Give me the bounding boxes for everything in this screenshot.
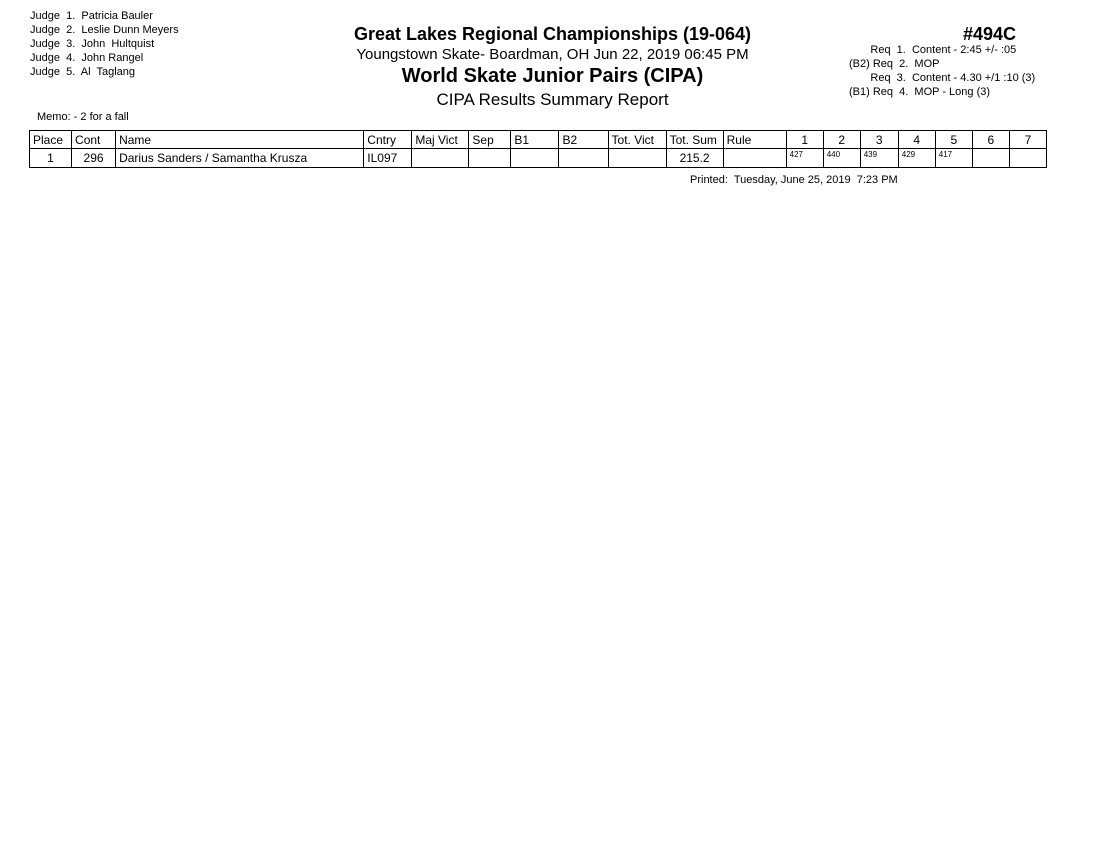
table-row bbox=[30, 149, 1047, 168]
column-header-name: Name bbox=[116, 131, 364, 149]
cell-judge-4-score: 429 bbox=[898, 149, 935, 168]
column-header-tot-vict: Tot. Vict bbox=[608, 131, 666, 149]
column-header-judge-2: 2 bbox=[823, 131, 860, 149]
column-header-cont: Cont bbox=[72, 131, 116, 149]
cell-judge-5-score: 417 bbox=[935, 149, 972, 168]
judge-list bbox=[30, 9, 179, 79]
judge-line: Judge 1. Patricia Bauler bbox=[30, 10, 153, 22]
results-table bbox=[29, 130, 1047, 168]
requirements-list bbox=[849, 43, 1035, 99]
column-header-b2: B2 bbox=[559, 131, 608, 149]
column-header-rule: Rule bbox=[723, 131, 786, 149]
event-number: #494C bbox=[963, 24, 1017, 44]
cell-name: Darius Sanders / Samantha Krusza bbox=[116, 149, 364, 168]
column-header-b1: B1 bbox=[511, 131, 559, 149]
cell-judge-6-score bbox=[972, 149, 1009, 168]
judge-line: Judge 4. John Rangel bbox=[30, 52, 144, 64]
column-header-judge-6: 6 bbox=[972, 131, 1009, 149]
event-name: World Skate Junior Pairs (CIPA) bbox=[401, 65, 704, 87]
column-header-place: Place bbox=[30, 131, 72, 149]
column-header-judge-4: 4 bbox=[898, 131, 935, 149]
header-row bbox=[30, 131, 1047, 149]
requirement-line: Req 1. Content - 2:45 +/- :05 bbox=[849, 44, 1017, 56]
column-header-judge-1: 1 bbox=[786, 131, 823, 149]
requirement-line: (B2) Req 2. MOP bbox=[849, 58, 940, 70]
cell-cntry: IL097 bbox=[364, 149, 412, 168]
cell-sep bbox=[469, 149, 511, 168]
column-header-sep: Sep bbox=[469, 131, 511, 149]
report-name: CIPA Results Summary Report bbox=[436, 90, 669, 109]
column-header-judge-3: 3 bbox=[860, 131, 898, 149]
column-header-maj-vict: Maj Vict bbox=[412, 131, 469, 149]
cell-judge-7-score bbox=[1009, 149, 1046, 168]
column-header-judge-7: 7 bbox=[1009, 131, 1046, 149]
requirement-line: (B1) Req 4. MOP - Long (3) bbox=[849, 86, 991, 98]
judge-line: Judge 2. Leslie Dunn Meyers bbox=[30, 24, 179, 36]
column-header-cntry: Cntry bbox=[364, 131, 412, 149]
cell-judge-3-score: 439 bbox=[860, 149, 898, 168]
cell-tot-sum: 215.2 bbox=[666, 149, 723, 168]
cell-cont: 296 bbox=[72, 149, 116, 168]
printed-timestamp: Printed: Tuesday, June 25, 2019 7:23 PM bbox=[690, 174, 898, 186]
cell-rule bbox=[723, 149, 786, 168]
cell-maj-vict bbox=[412, 149, 469, 168]
location-date: Youngstown Skate- Boardman, OH Jun 22, 2019 06:45 PM bbox=[356, 46, 749, 63]
cell-place: 1 bbox=[30, 149, 72, 168]
column-header-tot-sum: Tot. Sum bbox=[666, 131, 723, 149]
memo: Memo: - 2 for a fall bbox=[37, 111, 129, 123]
report-header bbox=[300, 22, 805, 110]
cell-judge-1-score: 427 bbox=[786, 149, 823, 168]
cell-b1 bbox=[511, 149, 559, 168]
cell-judge-2-score: 440 bbox=[823, 149, 860, 168]
requirement-line: Req 3. Content - 4.30 +/1 :10 (3) bbox=[849, 72, 1036, 84]
cell-tot-vict bbox=[608, 149, 666, 168]
judge-line: Judge 5. Al Taglang bbox=[30, 66, 135, 78]
competition-title: Great Lakes Regional Championships (19-064) bbox=[353, 24, 752, 44]
cell-b2 bbox=[559, 149, 608, 168]
judge-line: Judge 3. John Hultquist bbox=[30, 38, 155, 50]
column-header-judge-5: 5 bbox=[935, 131, 972, 149]
